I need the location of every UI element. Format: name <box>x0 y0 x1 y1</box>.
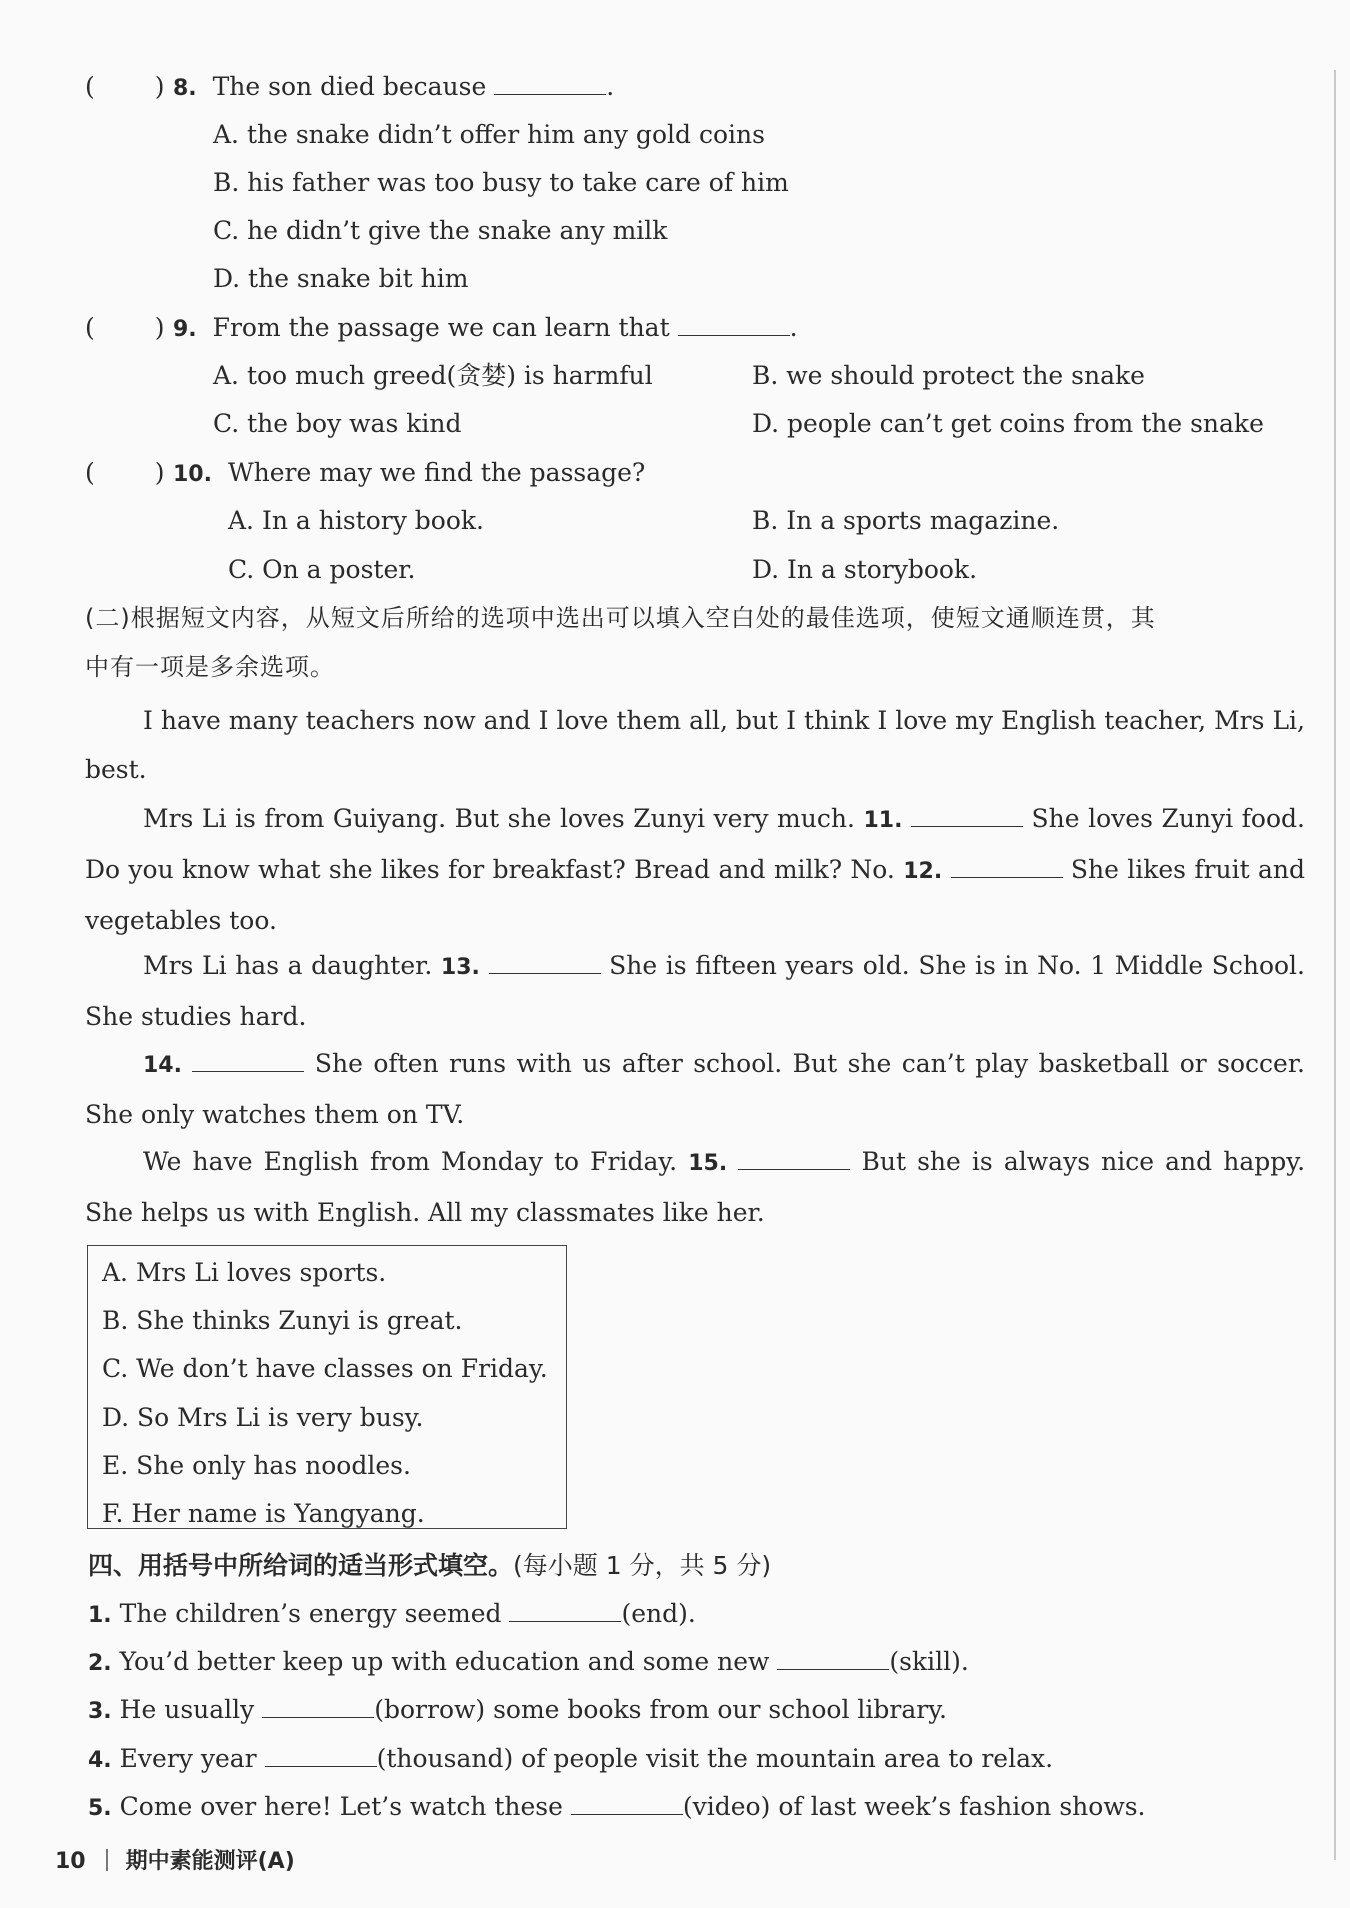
question-number: 8. <box>173 76 197 101</box>
answer-blank[interactable] <box>678 313 790 336</box>
answer-parentheses[interactable]: ( ) <box>85 72 165 101</box>
box-option-f: F. Her name is Yangyang. <box>102 1499 425 1528</box>
fill-item-2: 2. You’d better keep up with education and some new (skill). <box>88 1647 969 1676</box>
section-2-instruction-line1: (二)根据短文内容，从短文后所给的选项中选出可以填入空白处的最佳选项，使短文通顺连贯，其 <box>85 604 1156 632</box>
section-4-heading <box>88 1551 771 1581</box>
section-2-instruction-line2: 中有一项是多余选项。 <box>85 653 335 681</box>
fill-item-1: 1. The children’s energy seemed (end). <box>88 1599 696 1628</box>
answer-blank[interactable] <box>509 1599 621 1622</box>
answer-blank[interactable] <box>262 1695 374 1718</box>
question-9: ( ) 9. From the passage we can learn that . <box>85 313 798 342</box>
footer-divider <box>106 1849 108 1871</box>
passage-paragraph-2: Mrs Li is from Guiyang. But she loves Zunyi very much. 11. She loves Zunyi food. Do you know what she likes for breakfast? Bread and milk? No. 12. She likes fruit and vegetables too. <box>85 804 1306 935</box>
option-d: D. people can’t get coins from the snake <box>752 409 1264 438</box>
box-option-b: B. She thinks Zunyi is great. <box>102 1306 463 1335</box>
answer-blank[interactable] <box>265 1744 377 1767</box>
question-number: 10. <box>173 462 212 487</box>
passage-paragraph-4: 14. She often runs with us after school. But she can’t play basketball or soccer. She only watches them on TV. <box>85 1049 1305 1129</box>
answer-blank[interactable] <box>777 1647 889 1670</box>
question-8: ( ) 8. The son died because . <box>85 72 615 101</box>
answer-blank[interactable] <box>571 1792 683 1815</box>
answer-blank[interactable] <box>494 72 606 95</box>
page-footer <box>55 1847 295 1877</box>
box-option-a: A. Mrs Li loves sports. <box>102 1258 387 1287</box>
option-a: A. too much greed(贪婪) is harmful <box>213 361 653 390</box>
page-edge-divider <box>1334 70 1336 1860</box>
option-c: C. he didn’t give the snake any milk <box>213 216 668 245</box>
answer-parentheses[interactable]: ( ) <box>85 313 165 342</box>
blank-number-12: 12. <box>903 859 943 884</box>
fill-item-3: 3. He usually (borrow) some books from our school library. <box>88 1695 947 1724</box>
answer-blank-12[interactable] <box>951 855 1063 878</box>
section-4-score: (每小题 1 分，共 5 分) <box>513 1551 772 1580</box>
option-b: B. his father was too busy to take care of him <box>213 168 789 197</box>
page-number: 10 <box>55 1849 86 1874</box>
option-c: C. On a poster. <box>228 555 416 584</box>
option-d: D. In a storybook. <box>752 555 978 584</box>
blank-number-11: 11. <box>863 808 903 833</box>
box-option-d: D. So Mrs Li is very busy. <box>102 1403 424 1432</box>
passage-paragraph-3: Mrs Li has a daughter. 13. She is fifteen years old. She is in No. 1 Middle School. She studies hard. <box>85 951 1306 1031</box>
footer-title: 期中素能测评(A) <box>125 1849 295 1874</box>
box-option-c: C. We don’t have classes on Friday. <box>102 1354 548 1383</box>
blank-number-15: 15. <box>688 1151 728 1176</box>
blank-number-14: 14. <box>143 1053 182 1078</box>
box-option-e: E. She only has noodles. <box>102 1451 411 1480</box>
passage-paragraph-1: I have many teachers now and I love them all, but I think I love my English teacher, Mrs Li, best. <box>85 706 1305 784</box>
option-b: B. we should protect the snake <box>752 361 1145 390</box>
option-a: A. the snake didn’t offer him any gold coins <box>213 120 765 149</box>
question-number: 9. <box>173 317 197 342</box>
fill-item-5: 5. Come over here! Let’s watch these (video) of last week’s fashion shows. <box>88 1792 1146 1821</box>
question-stem: Where may we find the passage? <box>227 458 646 487</box>
answer-blank-15[interactable] <box>738 1147 850 1170</box>
answer-blank-11[interactable] <box>911 804 1023 827</box>
question-10 <box>85 458 645 488</box>
question-stem: From the passage we can learn that <box>212 313 670 342</box>
answer-blank-14[interactable] <box>192 1049 304 1072</box>
option-a: A. In a history book. <box>228 506 484 535</box>
answer-parentheses[interactable]: ( ) <box>85 458 165 487</box>
answer-blank-13[interactable] <box>489 951 601 974</box>
section-4-title: 四、用括号中所给词的适当形式填空。 <box>88 1551 514 1580</box>
option-d: D. the snake bit him <box>213 264 469 293</box>
passage-paragraph-5: We have English from Monday to Friday. 15. But she is always nice and happy. She helps us with English. All my classmates like her. <box>85 1147 1306 1227</box>
question-stem: The son died because <box>212 72 487 101</box>
option-c: C. the boy was kind <box>213 409 462 438</box>
option-b: B. In a sports magazine. <box>752 506 1060 535</box>
options-box <box>87 1245 567 1529</box>
blank-number-13: 13. <box>440 955 480 980</box>
fill-item-4: 4. Every year (thousand) of people visit the mountain area to relax. <box>88 1744 1054 1773</box>
